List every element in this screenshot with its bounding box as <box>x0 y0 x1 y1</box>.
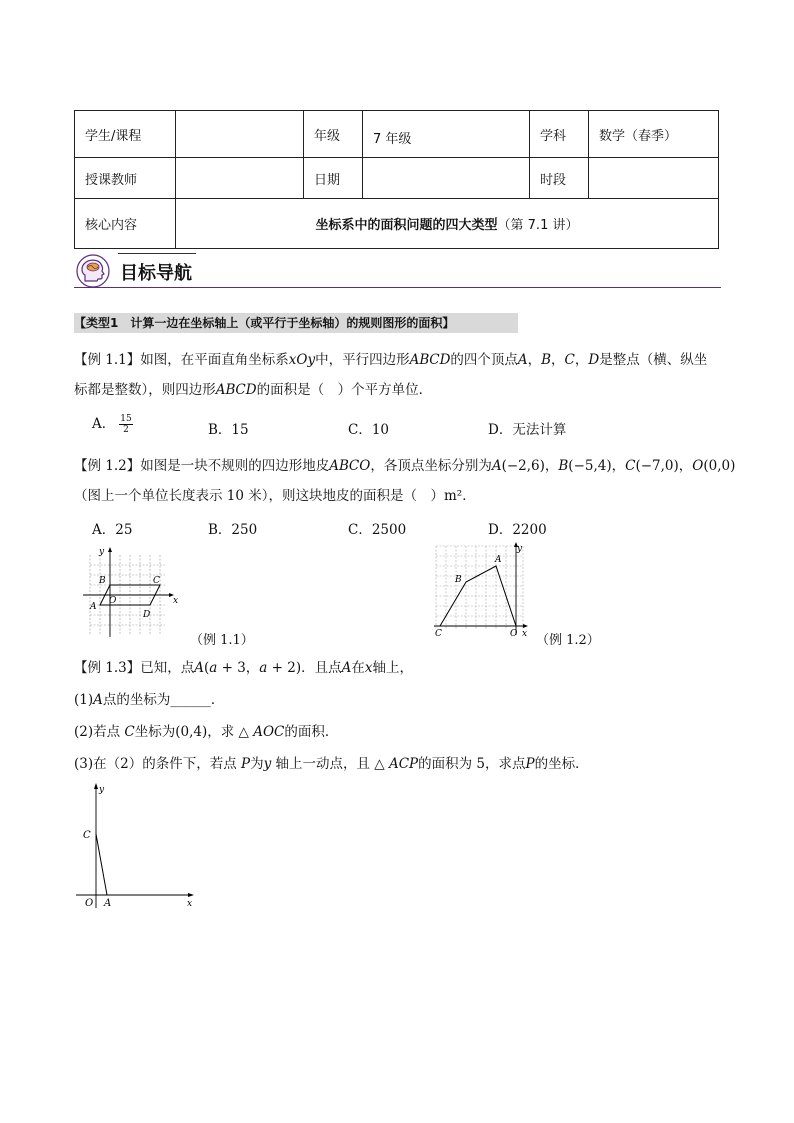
fig13-y-label: y <box>99 785 105 795</box>
teacher-label: 授课教师 <box>75 158 176 199</box>
ex12-option-a: A．25 <box>92 522 133 538</box>
ex13-question-line3: (2)若点 𝐶坐标为(0,4)，求 △ 𝐴𝑂𝐶的面积． <box>74 724 339 740</box>
ex12-caption: （例 1.2） <box>536 633 600 648</box>
figure-ex13 <box>76 780 201 910</box>
subject-label: 学科 <box>530 111 589 158</box>
core-content <box>176 199 719 249</box>
grade-label: 年级 <box>304 111 363 158</box>
ex12-question-line1: 【例 1.2】如图是一块不规则的四边形地皮𝐴𝐵𝐶𝑂，各顶点坐标分别为𝐴(−2,6)，𝐵(−5,4)，𝐶(−7,0)，𝑂(0,0) <box>74 458 736 474</box>
core-content-note: （第 7.1 讲） <box>497 218 579 233</box>
ex12-question-line2: （图上一个单位长度表示 10 米），则这块地皮的面积是（ ）m²． <box>74 488 476 504</box>
date-label: 日期 <box>304 158 363 199</box>
fig11-x-label: x <box>173 596 179 606</box>
teacher-value <box>176 158 304 199</box>
ex11-option-b: B．15 <box>208 422 249 438</box>
lesson-info-table <box>74 110 719 249</box>
fig13-label-o: O <box>85 898 94 909</box>
ex11-caption: （例 1.1） <box>190 633 254 648</box>
type1-heading: 【类型1 计算一边在坐标轴上（或平行于坐标轴）的规则图形的面积】 <box>74 313 518 333</box>
head-brain-icon <box>76 254 110 288</box>
grade-value: 7 年级 <box>363 111 530 158</box>
fig12-label-c: C <box>435 629 442 639</box>
fraction-numerator: 15 <box>120 414 132 424</box>
fig12-label-o: O <box>510 629 518 639</box>
section-top-rule <box>118 253 196 254</box>
fig11-label-o: O <box>109 596 117 606</box>
ex12-option-b: B．250 <box>208 522 258 538</box>
core-content-label: 核心内容 <box>75 199 176 249</box>
fig12-label-a: A <box>495 555 502 565</box>
date-value <box>363 158 530 199</box>
fraction-denominator: 2 <box>123 425 129 435</box>
fig11-label-b: B <box>99 576 106 586</box>
fig11-y-label: y <box>99 547 105 557</box>
fig13-segment-ca <box>96 834 107 895</box>
fig12-grid <box>436 546 523 630</box>
fig13-label-c: C <box>83 830 91 841</box>
section-title: 目标导航 <box>120 263 192 284</box>
fig11-label-d: D <box>143 610 151 620</box>
fig12-x-label: x <box>522 629 528 639</box>
section-divider <box>74 287 721 288</box>
fig13-label-a: A <box>104 898 112 909</box>
ex12-option-d: D．2200 <box>488 522 547 538</box>
student-course-value <box>176 111 304 158</box>
subject-value: 数学（春季） <box>589 111 719 158</box>
ex11-option-d: D．无法计算 <box>488 422 567 438</box>
figure-ex11 <box>80 545 180 640</box>
fig13-x-label: x <box>187 899 193 909</box>
ex11-option-a-fraction <box>119 414 132 435</box>
ex13-question-line1: 【例 1.3】已知，点𝐴(𝑎 + 3，𝑎 + 2)．且点𝐴在𝑥轴上， <box>74 660 413 676</box>
fig12-y-label: y <box>517 544 523 554</box>
ex11-question-line1: 【例 1.1】如图，在平面直角坐标系𝑥𝑂𝑦中，平行四边形𝐴𝐵𝐶𝐷的四个顶点𝐴，𝐵，𝐶，𝐷是整点（横、纵坐 <box>74 352 708 368</box>
ex11-option-c: C．10 <box>348 422 390 438</box>
ex11-option-a-label: A． <box>92 416 116 432</box>
ex11-question-line2: 标都是整数），则四边形𝐴𝐵𝐶𝐷的面积是（ ）个平方单位． <box>74 382 433 398</box>
core-content-title: 坐标系中的面积问题的四大类型 <box>315 218 498 233</box>
student-course-label: 学生/课程 <box>75 111 176 158</box>
ex13-question-line4: (3)在（2）的条件下，若点 𝑃为𝑦 轴上一动点，且 △ 𝐴𝐶𝑃的面积为 5，求点𝑃的坐标． <box>74 756 589 772</box>
period-value <box>589 158 719 199</box>
fig12-label-b: B <box>455 575 462 585</box>
ex11-option-a <box>92 412 133 435</box>
ex13-question-line2: (1)𝐴点的坐标为______． <box>74 692 225 708</box>
ex12-option-c: C．2500 <box>348 522 407 538</box>
fig11-label-c: C <box>153 576 160 586</box>
period-label: 时段 <box>530 158 589 199</box>
fig11-label-a: A <box>90 602 97 612</box>
figure-ex12 <box>430 540 530 640</box>
